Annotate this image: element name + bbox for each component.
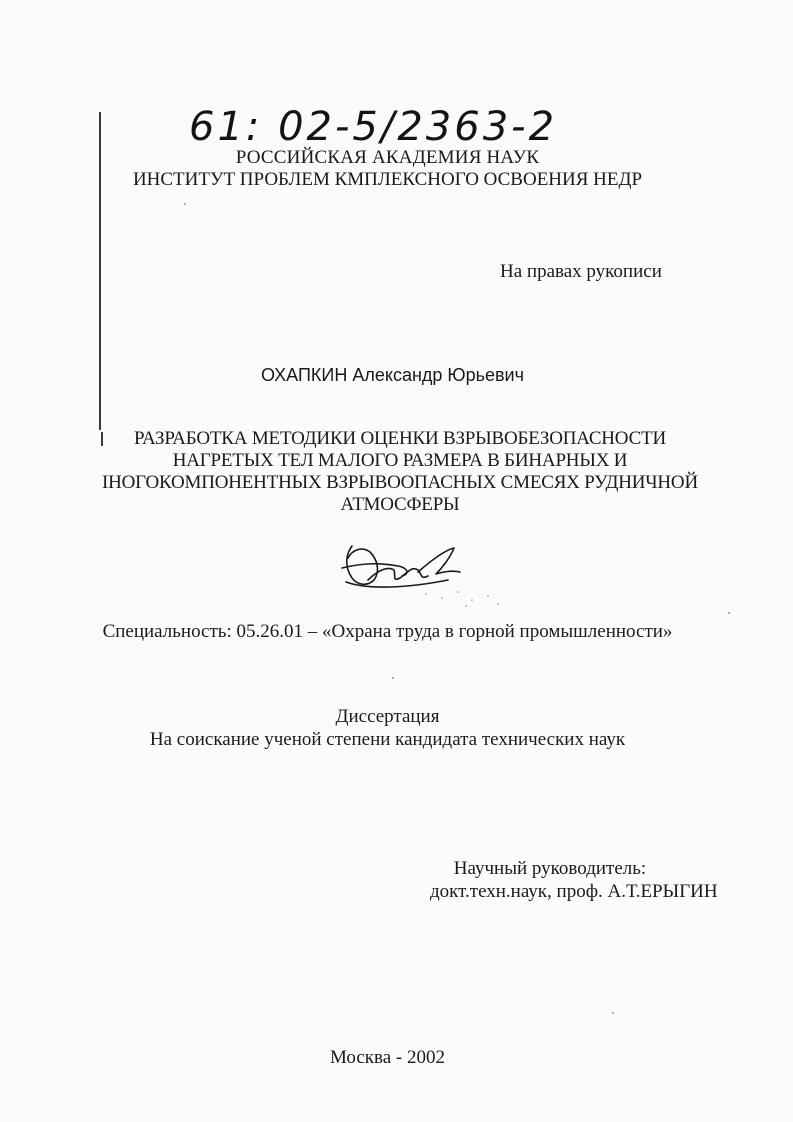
author-signature [338, 536, 508, 616]
dissertation-title [0, 428, 793, 516]
dissertation-info [0, 705, 775, 751]
supervisor-name: докт.техн.наук, проф. А.Т.ЕРЫГИН [430, 881, 718, 902]
institute-name: ИНСТИТУТ ПРОБЛЕМ КМПЛЕКСНОГО ОСВОЕНИЯ НЕДР [132, 169, 643, 190]
rights-notice: На правах рукописи [500, 261, 662, 282]
scan-speck [612, 1012, 614, 1014]
scan-speck [184, 203, 186, 205]
title-line: НАГРЕТЫХ ТЕЛ МАЛОГО РАЗМЕРА В БИНАРНЫХ И [172, 450, 628, 471]
degree-line: На соискание ученой степени кандидата технических наук [149, 729, 626, 750]
dissertation-type: Диссертация [335, 706, 440, 727]
academy-name: РОССИЙСКАЯ АКАДЕМИЯ НАУК [235, 147, 540, 168]
specialty-line: Специальность: 05.26.01 – «Охрана труда в горной промышленности» [102, 621, 673, 642]
archive-code-text: 61: 02-5/2363-2 [189, 104, 558, 150]
scan-speck [728, 612, 730, 614]
author-name: ОХАПКИН Александр Юрьевич [260, 365, 524, 385]
title-line: ІНОГОКОМПОНЕНТНЫХ ВЗРЫВООПАСНЫХ СМЕСЯХ РУДНИЧНОЙ [102, 472, 698, 493]
city-year: Москва - 2002 [329, 1047, 446, 1068]
title-line: АТМОСФЕРЫ [340, 494, 460, 515]
title-line: РАЗРАБОТКА МЕТОДИКИ ОЦЕНКИ ВЗРЫВОБЕЗОПАСНОСТИ [134, 428, 666, 449]
scan-speck [392, 677, 394, 679]
supervisor-label: Научный руководитель: [453, 858, 647, 879]
supervisor-block [430, 857, 718, 903]
